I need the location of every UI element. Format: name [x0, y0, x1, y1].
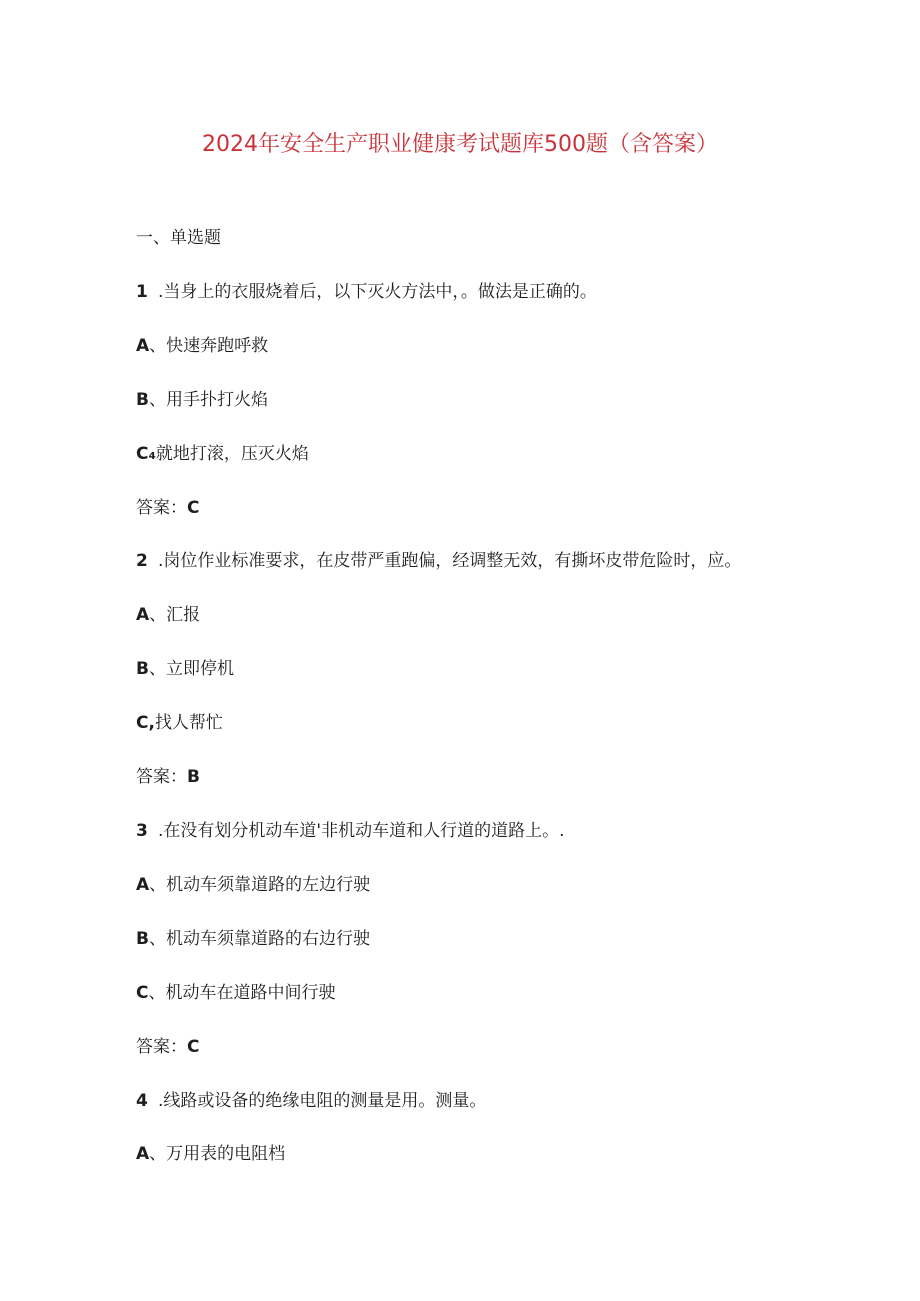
- question-number: 3: [136, 821, 148, 841]
- answer-label: 答案：: [136, 1037, 187, 1057]
- option-text: 、立即停机: [148, 659, 234, 679]
- question-number: 1: [136, 282, 148, 302]
- answer-value: C: [187, 498, 200, 518]
- question-2: [136, 548, 741, 574]
- option-text: 、快速奔跑呼救: [149, 336, 269, 356]
- option-item: [136, 980, 335, 1006]
- question-number: 2: [136, 551, 148, 571]
- option-letter: B: [136, 390, 149, 410]
- option-text: 找人帮忙: [154, 713, 223, 733]
- option-text: 、机动车在道路中间行驶: [148, 983, 336, 1003]
- option-letter: C: [136, 983, 149, 1003]
- option-item: [136, 333, 268, 359]
- option-item: [136, 926, 370, 952]
- answer-line: [136, 495, 199, 521]
- option-letter: A: [136, 336, 150, 356]
- option-letter: B: [136, 659, 149, 679]
- option-text: 、用手扑打火焰: [148, 390, 268, 410]
- option-text: 、机动车须靠道路的右边行驶: [148, 929, 370, 949]
- answer-label: 答案：: [136, 767, 187, 787]
- document-title: 2024年安全生产职业健康考试题库500题（含答案）: [202, 132, 718, 157]
- question-1: [136, 279, 597, 305]
- option-item: [136, 656, 234, 682]
- option-item: [136, 1141, 285, 1167]
- answer-label: 答案：: [136, 498, 187, 518]
- answer-value: B: [187, 767, 200, 787]
- question-text: .在没有划分机动车道'非机动车道和人行道的道路上。.: [158, 821, 565, 841]
- option-item: [136, 602, 200, 628]
- option-letter: C,: [136, 713, 155, 733]
- question-3: [136, 818, 564, 844]
- option-letter: A: [136, 875, 150, 895]
- option-item: [136, 710, 223, 736]
- option-text: 就地打滚，压灭火焰: [155, 444, 309, 464]
- option-item: [136, 441, 309, 467]
- option-item: [136, 872, 370, 898]
- section-heading: 一、单选题: [136, 228, 221, 248]
- answer-value: C: [187, 1037, 200, 1057]
- question-text: .岗位作业标准要求，在皮带严重跑偏，经调整无效，有撕坏皮带危险时，应。: [158, 551, 742, 571]
- option-letter: A: [136, 605, 150, 625]
- question-4: [136, 1088, 486, 1114]
- answer-line: [136, 764, 200, 790]
- option-item: [136, 387, 268, 413]
- option-text: 、机动车须靠道路的左边行驶: [149, 875, 371, 895]
- option-letter: B: [136, 929, 149, 949]
- option-letter: C₄: [136, 444, 156, 464]
- option-text: 、汇报: [149, 605, 201, 625]
- question-text: .当身上的衣服烧着后，以下灭火方法中，。做法是正确的。: [158, 282, 597, 302]
- question-text: .线路或设备的绝缘电阻的测量是用。测量。: [158, 1091, 487, 1111]
- question-number: 4: [136, 1091, 148, 1111]
- answer-line: [136, 1034, 199, 1060]
- option-text: 、万用表的电阻档: [149, 1144, 286, 1164]
- option-letter: A: [136, 1144, 150, 1164]
